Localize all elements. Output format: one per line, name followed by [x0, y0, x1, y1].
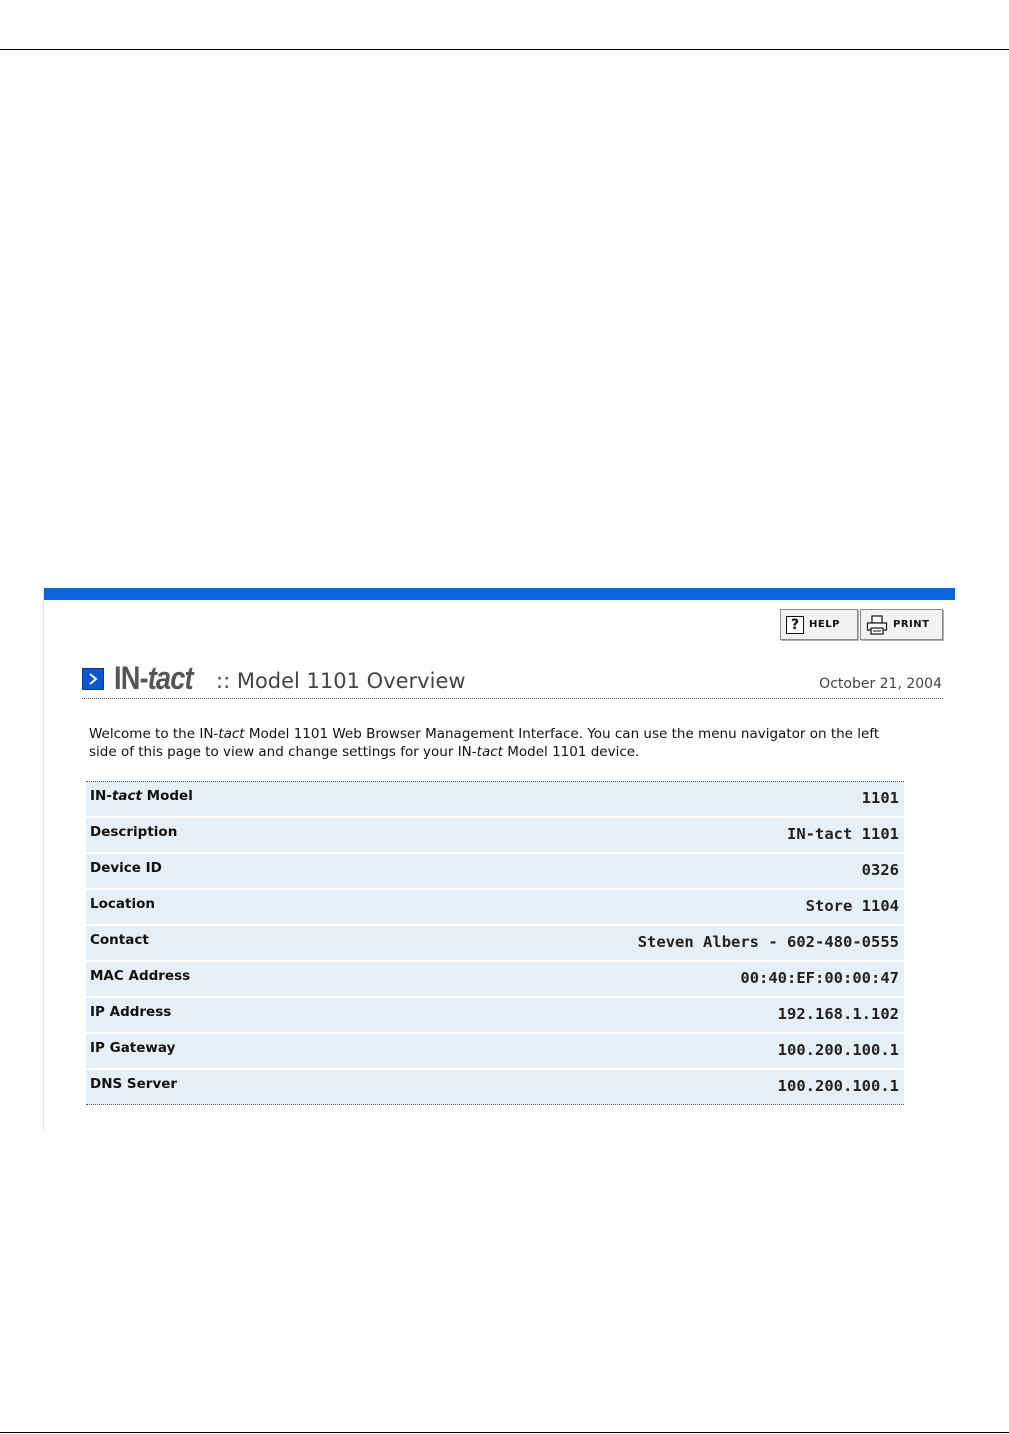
question-mark-icon: ? [786, 616, 804, 634]
device-info-table [86, 781, 904, 1105]
page-heading [82, 660, 943, 699]
table-row [86, 1070, 904, 1104]
print-button[interactable] [860, 609, 943, 640]
row-value: 1101 [861, 789, 899, 807]
welcome-text: Welcome to the IN-tact Model 1101 Web Browser Management Interface. You can use the menu navigator on the left side of this page to view and change settings for your IN-tact Model 1101 device. [89, 726, 880, 760]
table-row [86, 1034, 904, 1068]
row-label: Device ID [90, 860, 162, 876]
row-label: IN-tact Model [90, 788, 193, 804]
row-label: MAC Address [90, 968, 191, 984]
help-button[interactable] [780, 609, 858, 640]
web-management-screenshot [43, 588, 955, 1131]
row-value: Store 1104 [805, 897, 899, 915]
row-label: IP Gateway [90, 1040, 176, 1056]
row-label: DNS Server [90, 1076, 178, 1092]
row-value: 192.168.1.102 [777, 1005, 899, 1023]
row-value: 0326 [861, 861, 899, 879]
row-value: 100.200.100.1 [777, 1041, 899, 1059]
table-row [86, 782, 904, 816]
row-label: IP Address [90, 1004, 172, 1020]
intact-logo: IN-tact [114, 660, 193, 696]
table-row [86, 818, 904, 852]
row-label: Contact [90, 932, 149, 948]
top-accent-bar [44, 588, 955, 600]
page-date: October 21, 2004 [819, 676, 942, 692]
row-value: IN-tact 1101 [787, 825, 899, 843]
table-row [86, 998, 904, 1032]
row-value: Steven Albers - 602-480-0555 [637, 933, 899, 951]
page-title: :: Model 1101 Overview [216, 669, 466, 693]
print-button-label: PRINT [893, 619, 930, 630]
document-footer-rule [0, 1432, 1009, 1433]
table-row [86, 962, 904, 996]
table-row [86, 854, 904, 888]
row-value: 00:40:EF:00:00:47 [740, 969, 899, 987]
help-button-label: HELP [809, 619, 840, 630]
table-row [86, 890, 904, 924]
row-label: Description [90, 824, 178, 840]
row-value: 100.200.100.1 [777, 1077, 899, 1095]
table-row [86, 926, 904, 960]
row-label: Location [90, 896, 155, 912]
printer-icon [866, 615, 888, 635]
document-header-rule [0, 49, 1009, 50]
chevron-right-icon [82, 668, 104, 690]
